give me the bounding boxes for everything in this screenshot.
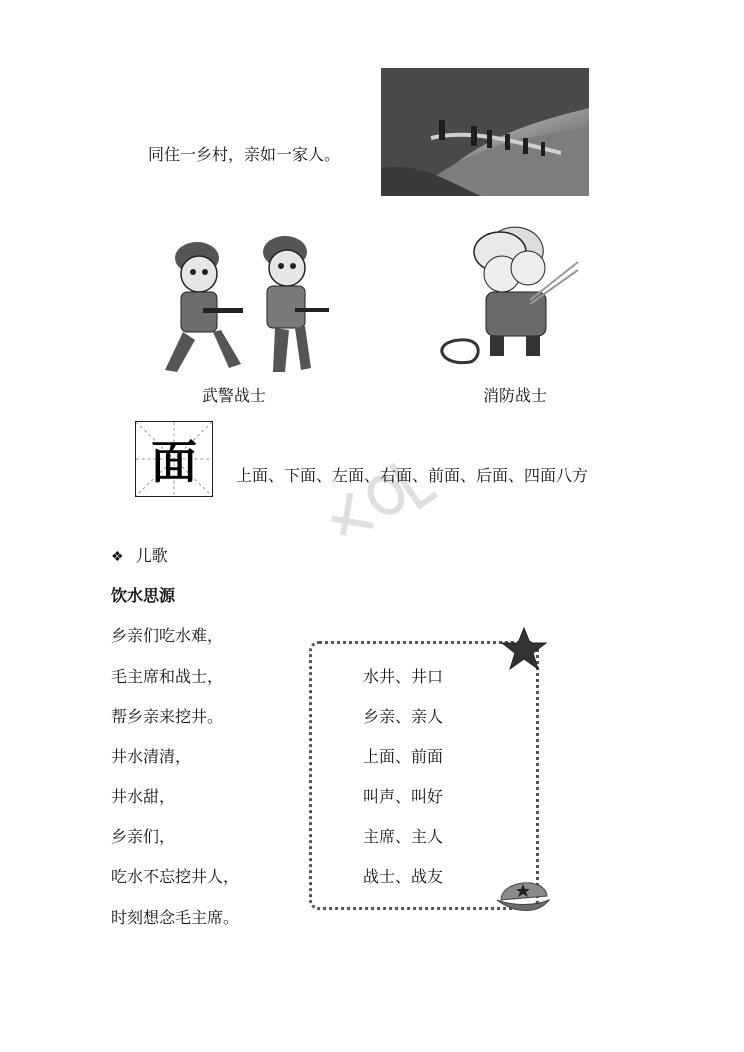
diamond-bullet-icon: ❖ (111, 549, 124, 565)
intro-line: 同住一乡村，亲如一家人。 (148, 145, 341, 164)
poem-line: 井水清清， (111, 747, 192, 766)
poem-line: 井水甜， (111, 787, 176, 806)
firefighters-illustration (430, 222, 580, 372)
section-label: 儿歌 (135, 546, 168, 565)
vocab-item: 叫声、叫好 (363, 787, 444, 806)
section-heading (111, 546, 168, 567)
poem-line: 毛主席和战士， (111, 667, 224, 686)
poem-line: 帮乡亲来挖井。 (111, 707, 224, 726)
character-word-list: 上面、下面、左面、右面、前面、后面、四面八方 (236, 466, 589, 485)
poem-line: 时刻想念毛主席。 (111, 908, 240, 927)
watermark-logo (312, 440, 442, 570)
character-glyph: 面 (151, 435, 197, 489)
poem-line: 乡亲们吃水难， (111, 626, 224, 645)
caption-armed-police: 武警战士 (202, 386, 267, 405)
army-cap-icon (495, 870, 551, 916)
vocab-item: 主席、主人 (363, 827, 444, 846)
vocab-item: 战士、战友 (363, 867, 444, 886)
armed-police-soldiers-illustration (155, 230, 335, 380)
character-writing-grid (135, 421, 213, 497)
poem-line: 乡亲们， (111, 827, 176, 846)
star-icon (500, 625, 548, 673)
poem-title: 饮水思源 (111, 586, 176, 605)
vocab-item: 上面、前面 (363, 747, 444, 766)
village-water-photo (381, 68, 589, 196)
vocab-item: 乡亲、亲人 (363, 707, 444, 726)
poem-line: 吃水不忘挖井人， (111, 867, 240, 886)
caption-firefighter: 消防战士 (483, 386, 548, 405)
vocab-item: 水井、井口 (363, 667, 444, 686)
